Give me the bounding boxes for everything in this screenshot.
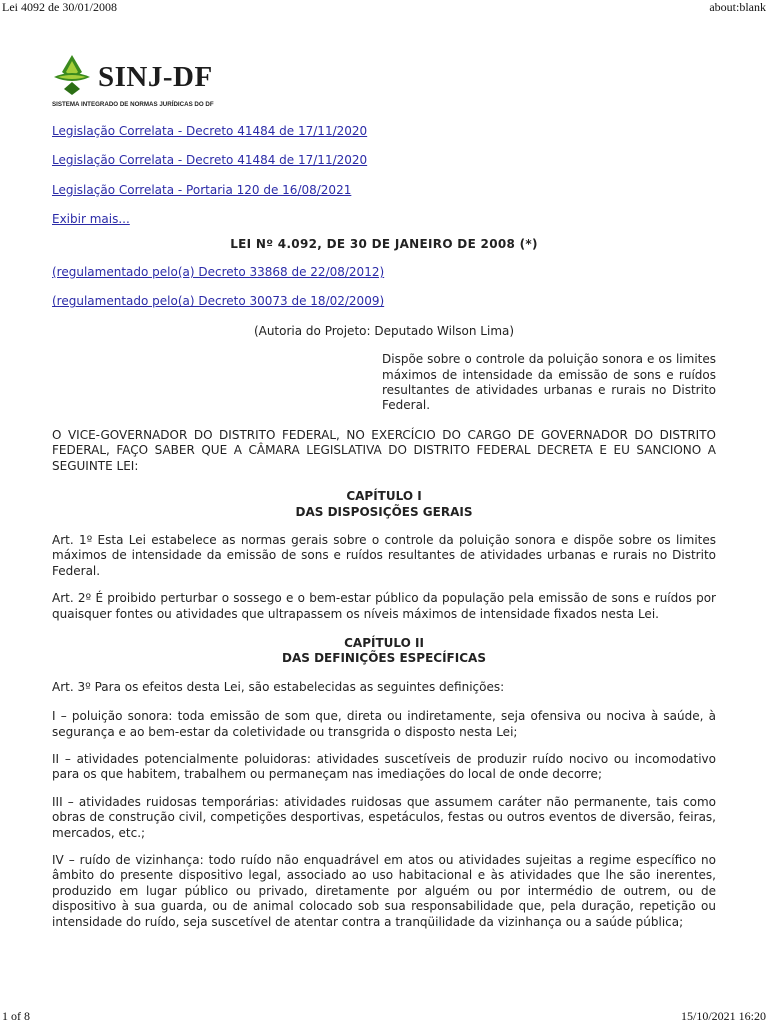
related-link-2[interactable]: Legislação Correlata - Decreto 41484 de 17/11/2020 — [52, 153, 368, 168]
related-link-1[interactable]: Legislação Correlata - Decreto 41484 de 17/11/2020 — [52, 124, 368, 138]
chapter-1-title: DAS DISPOSIÇÕES GERAIS — [295, 504, 473, 519]
definition-item-2: II – atividades potencialmente poluidoras: atividades suscetíveis de produzir ruído nocivo ou incomodativo para os que habitem, trabalhem ou permaneçam nas imediações do local de onde decorre; — [52, 751, 716, 782]
law-title: LEI Nº 4.092, DE 30 DE JANEIRO DE 2008 (*) — [230, 236, 538, 251]
article-3: Art. 3º Para os efeitos desta Lei, são estabelecidas as seguintes definições: — [52, 679, 505, 694]
definition-item-1: I – poluição sonora: toda emissão de som que, direta ou indiretamente, seja ofensiva ou nociva à saúde, à segurança e ao bem-estar da coletividade ou transgrida o disposto nesta Lei; — [52, 709, 716, 739]
sinj-leaf-icon — [52, 55, 92, 95]
definition-item-4: IV – ruído de vizinhança: todo ruído não enquadrável em atos ou atividades sujeitas a regime específico no âmbito do presente dispositivo legal, associado ao uso habitacional e às atividades que lhe são inerentes, produzido em lugar público ou privado, diretamente por alguém ou por intermédio de outrem, ou de dispositivo à sua guarda, ou de animal colocado sob sua responsabilidade que, pela duração, repetição ou intensidade do ruído, seja suscetível de atentar contra a tranqüilidade da vizinhança ou a saúde pública; — [52, 853, 716, 929]
authorship: (Autoria do Projeto: Deputado Wilson Lima) — [253, 323, 515, 338]
regulation-link-1[interactable]: (regulamentado pelo(a) Decreto 33868 de 22/08/2012) — [52, 265, 385, 280]
chapter-2-number: CAPÍTULO II — [344, 635, 424, 650]
article-1: Art. 1º Esta Lei estabelece as normas gerais sobre o controle da poluição sonora e dispõe sobre os limites máximos de intensidade da emissão de sons e ruídos resultantes de atividades urbanas e rurais no Distrito Federal. — [52, 532, 716, 578]
print-header-url: about:blank — [709, 0, 766, 14]
article-2: Art. 2º É proibido perturbar o sossego e o bem-estar público da população pela emissão de sons e ruídos por quaisquer fontes ou atividades que ultrapassem os níveis máximos de intensidade fixados nesta Lei. — [52, 591, 716, 621]
print-header — [2, 0, 766, 14]
sinj-df-logo — [52, 55, 272, 110]
definition-item-3: III – atividades ruidosas temporárias: atividades ruidosas que assumem caráter não permanente, tais como obras de construção civil, competições desportivas, espetáculos, festas ou outros eventos de diversão, feiras, mercados, etc.; — [52, 794, 716, 840]
print-footer-page: 1 of 8 — [2, 1009, 30, 1023]
print-header-title: Lei 4092 de 30/01/2008 — [2, 0, 117, 14]
logo-brand: SINJ-DF — [98, 61, 213, 93]
regulation-link-2[interactable]: (regulamentado pelo(a) Decreto 30073 de 18/02/2009) — [52, 294, 385, 309]
print-footer — [2, 1010, 766, 1024]
chapter-1-number: CAPÍTULO I — [346, 489, 422, 504]
related-link-3[interactable]: Legislação Correlata - Portaria 120 de 16/08/2021 — [52, 182, 352, 197]
show-more-link[interactable]: Exibir mais... — [52, 212, 130, 227]
law-document — [52, 124, 716, 930]
print-footer-date: 15/10/2021 16:20 — [680, 1009, 766, 1023]
preamble: O VICE-GOVERNADOR DO DISTRITO FEDERAL, NO EXERCÍCIO DO CARGO DE GOVERNADOR DO DISTRITO FEDERAL, FAÇO SABER QUE A CÂMARA LEGISLATIVA DO DISTRITO FEDERAL DECRETA E EU SANCIONO A SEGUINTE LEI: — [52, 427, 716, 473]
chapter-2-title: DAS DEFINIÇÕES ESPECÍFICAS — [282, 651, 486, 666]
logo-subtitle: SISTEMA INTEGRADO DE NORMAS JURÍDICAS DO DF — [52, 101, 214, 108]
law-summary: Dispõe sobre o controle da poluição sonora e os limites máximos de intensidade da emissão de sons e ruídos resultantes de atividades urbanas e rurais no Distrito Federal. — [382, 352, 716, 413]
